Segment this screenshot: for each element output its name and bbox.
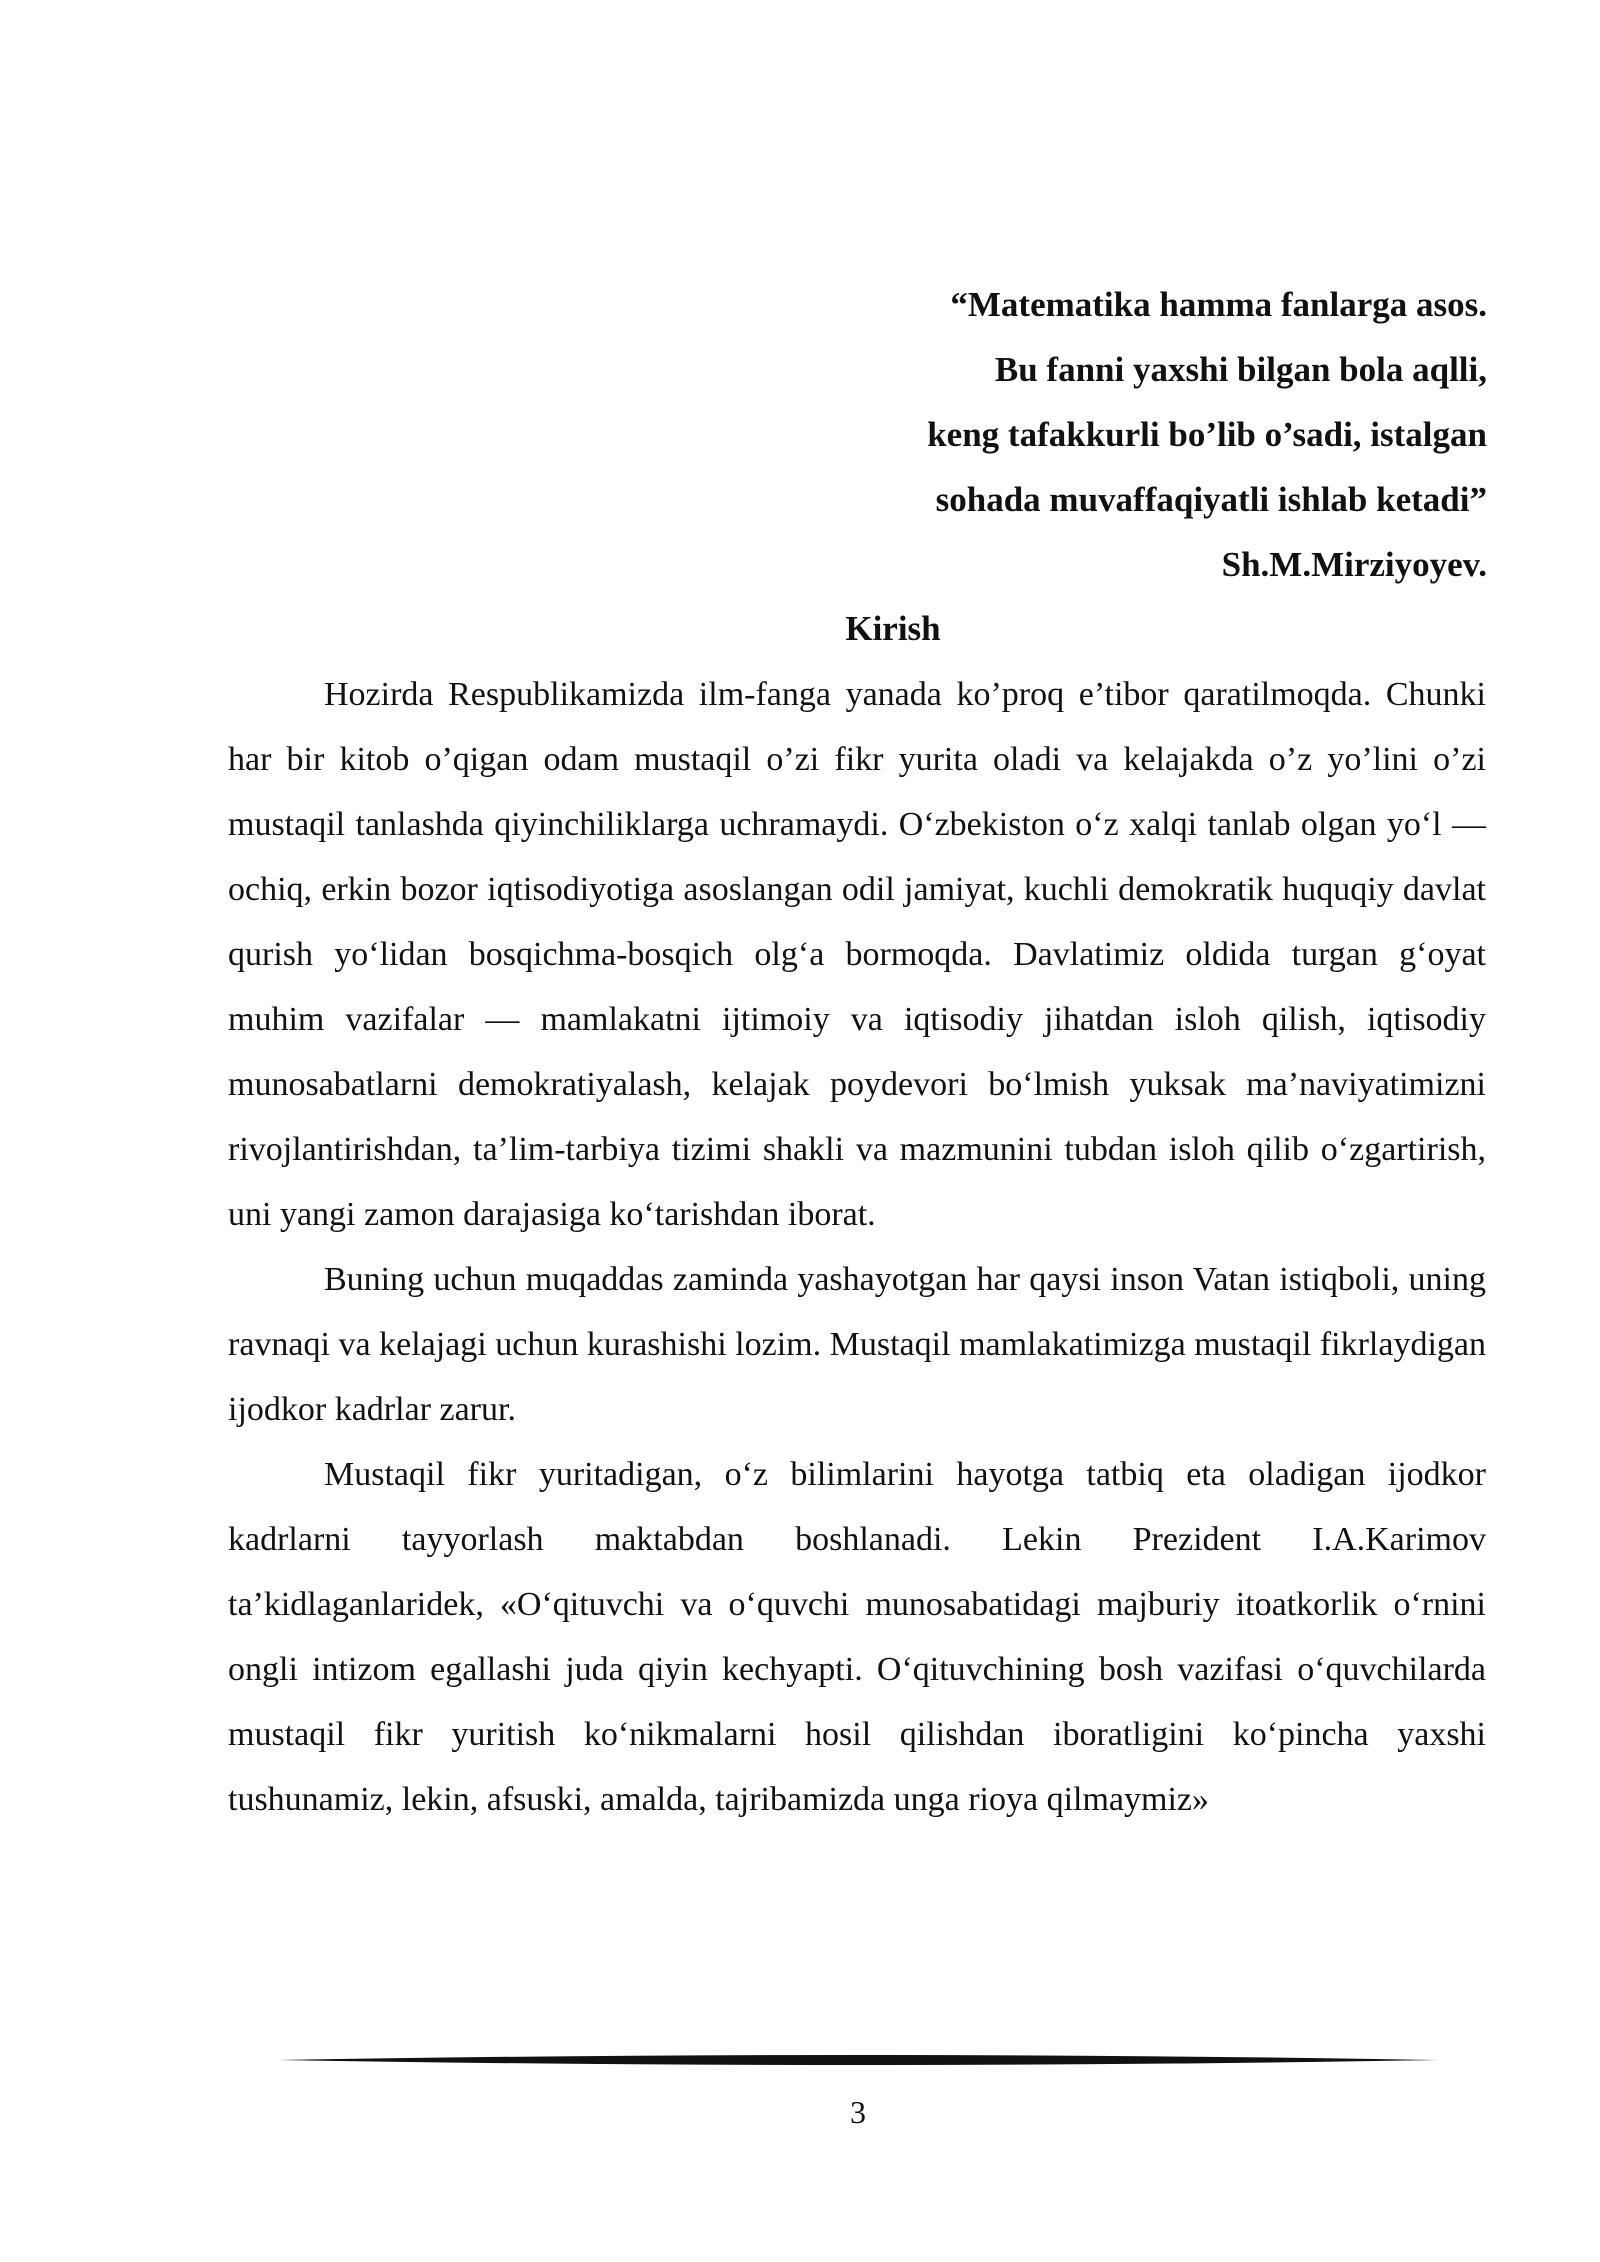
epigraph-author: Sh.M.Mirziyoyev. [1221, 545, 1487, 584]
epigraph-quote [700, 272, 1487, 597]
page-number: 3 [850, 2094, 866, 2130]
paragraph: Buning uchun muqaddas zaminda yashayotgan har qaysi inson Vatan istiqboli, uning ravnaqi va kelajagi uchun kurashishi lozim. Mustaqil mamlakatimizga mustaqil fikrlaydigan ijodkor kadrlar zarur. [228, 1261, 1486, 1428]
epigraph-line: sohada muvaffaqiyatli ishlab ketadi” [935, 480, 1487, 519]
epigraph-line: keng tafakkurli bo’lib o’sadi, istalgan [927, 415, 1487, 454]
body-text [228, 662, 1486, 1832]
epigraph-line: Bu fanni yaxshi bilgan bola aqlli, [994, 350, 1487, 389]
paragraph: Hozirda Respublikamizda ilm-fanga yanada ko’proq e’tibor qaratilmoqda. Chunki har bir kitob o’qigan odam mustaqil o’zi fikr yurita oladi va kelajakda o’z yo’lini o’zi mustaqil tanlashda qiyinchiliklarga uchramaydi. O‘zbekiston o‘z xalqi tanlab olgan yo‘l — ochiq, erkin bozor iqtisodiyotiga asoslangan odil jamiyat, kuchli demokratik huquqiy davlat qurish yo‘lidan bosqichma-bosqich olg‘a bormoqda. Davlatimiz oldida turgan g‘oyat muhim vazifalar — mamlakatni ijtimoiy va iqtisodiy jihatdan isloh qilish, iqtisodiy munosabatlarni demokratiyalash, kelajak poydevori bo‘lmish yuksak ma’naviyatimizni rivojlantirishdan, ta’lim-tarbiya tizimi shakli va mazmunini tubdan isloh qilib o‘zgartirish, uni yangi zamon darajasiga ko‘tarishdan iborat. [228, 676, 1486, 1233]
epigraph-line: “Matematika hamma fanlarga asos. [950, 285, 1487, 324]
paragraph: Mustaqil fikr yuritadigan, o‘z bilimlarini hayotga tatbiq eta oladigan ijodkor kadrlarni tayyorlash maktabdan boshlanadi. Lekin Prezident I.A.Karimov ta’kidlaganlaridek, «O‘qituvchi va o‘quvchi munosabatidagi majburiy itoatkorlik o‘rnini ongli intizom egallashi juda qiyin kechyapti. O‘qituvchining bosh vazifasi o‘quvchilarda mustaqil fikr yuritish ko‘nikmalarni hosil qilishdan iboratligini ko‘pincha yaxshi tushunamiz, lekin, afsuski, amalda, tajribamizda unga rioya qilmaymiz» [228, 1456, 1486, 1818]
section-heading: Kirish [845, 609, 941, 648]
footer-divider [278, 2052, 1438, 2068]
